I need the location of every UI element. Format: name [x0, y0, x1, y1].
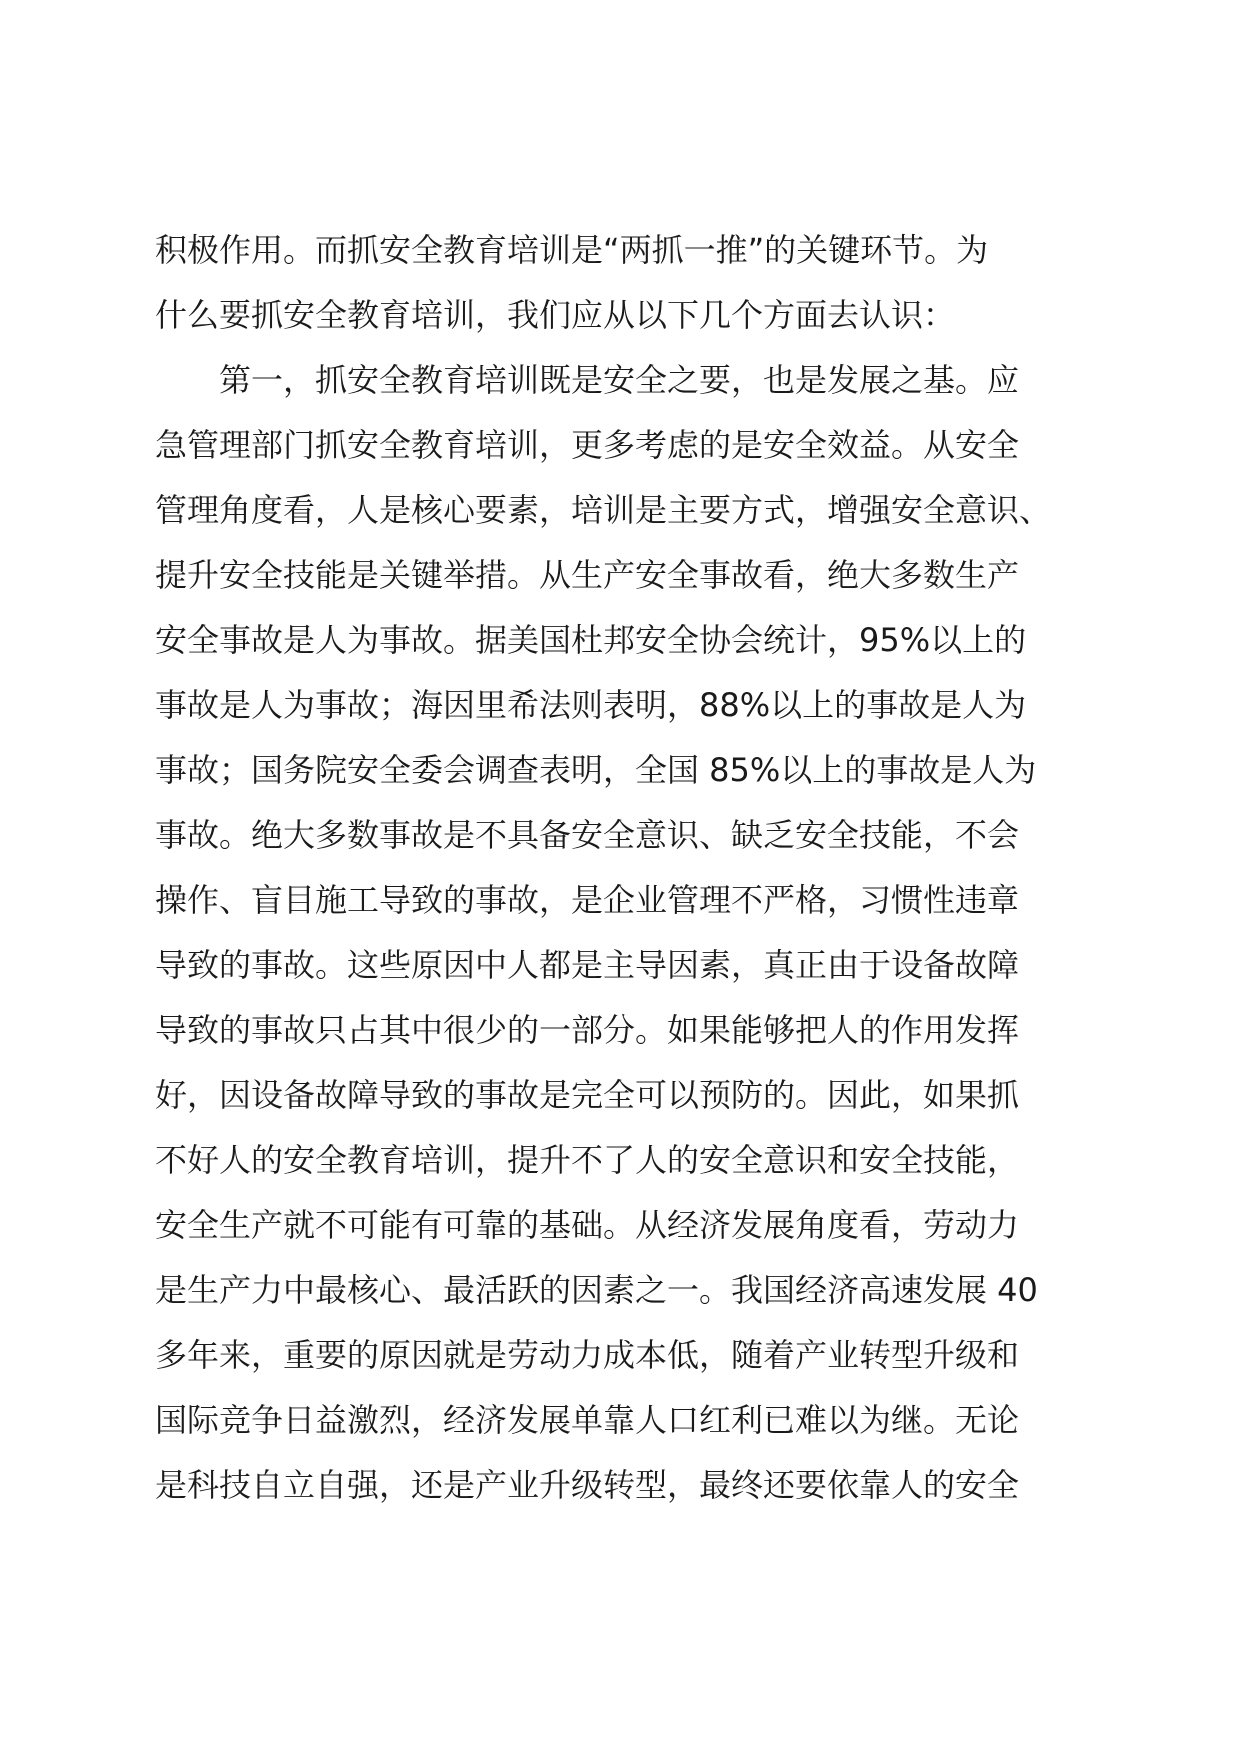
text-line-10: 事故。绝大多数事故是不具备安全意识、缺乏安全技能，不会	[155, 816, 1020, 854]
text-line-5: 管理角度看，人是核心要素，培训是主要方式，增强安全意识、	[155, 491, 1052, 529]
text-line-16: 安全生产就不可能有可靠的基础。从经济发展角度看，劳动力	[155, 1206, 1020, 1244]
text-line-17: 是生产力中最核心、最活跃的因素之一。我国经济高速发展 40	[155, 1271, 1038, 1309]
text-line-14: 好，因设备故障导致的事故是完全可以预防的。因此，如果抓	[155, 1076, 1020, 1114]
text-line-15: 不好人的安全教育培训，提升不了人的安全意识和安全技能，	[155, 1141, 1020, 1179]
text-line-12: 导致的事故。这些原因中人都是主导因素，真正由于设备故障	[155, 946, 1020, 984]
text-line-20: 是科技自立自强，还是产业升级转型，最终还要依靠人的安全	[155, 1466, 1020, 1504]
text-line-6: 提升安全技能是关键举措。从生产安全事故看，绝大多数生产	[155, 556, 1020, 594]
text-line-13: 导致的事故只占其中很少的一部分。如果能够把人的作用发挥	[155, 1011, 1020, 1049]
text-line-11: 操作、盲目施工导致的事故，是企业管理不严格，习惯性违章	[155, 881, 1020, 919]
text-line-8: 事故是人为事故；海因里希法则表明，88%以上的事故是人为	[155, 686, 1027, 724]
body-text	[155, 218, 1095, 1518]
text-line-7: 安全事故是人为事故。据美国杜邦安全协会统计，95%以上的	[155, 621, 1027, 659]
text-line-18: 多年来，重要的原因就是劳动力成本低，随着产业转型升级和	[155, 1336, 1020, 1374]
text-line-3-paragraph-start: 第一，抓安全教育培训既是安全之要，也是发展之基。应	[219, 361, 1020, 399]
text-line-19: 国际竞争日益激烈，经济发展单靠人口红利已难以为继。无论	[155, 1401, 1020, 1439]
text-line-9: 事故；国务院安全委会调查表明，全国 85%以上的事故是人为	[155, 751, 1037, 789]
text-line-2: 什么要抓安全教育培训，我们应从以下几个方面去认识：	[155, 296, 956, 334]
text-line-4: 急管理部门抓安全教育培训，更多考虑的是安全效益。从安全	[155, 426, 1020, 464]
text-line-1: 积极作用。而抓安全教育培训是“两抓一推”的关键环节。为	[155, 231, 989, 269]
